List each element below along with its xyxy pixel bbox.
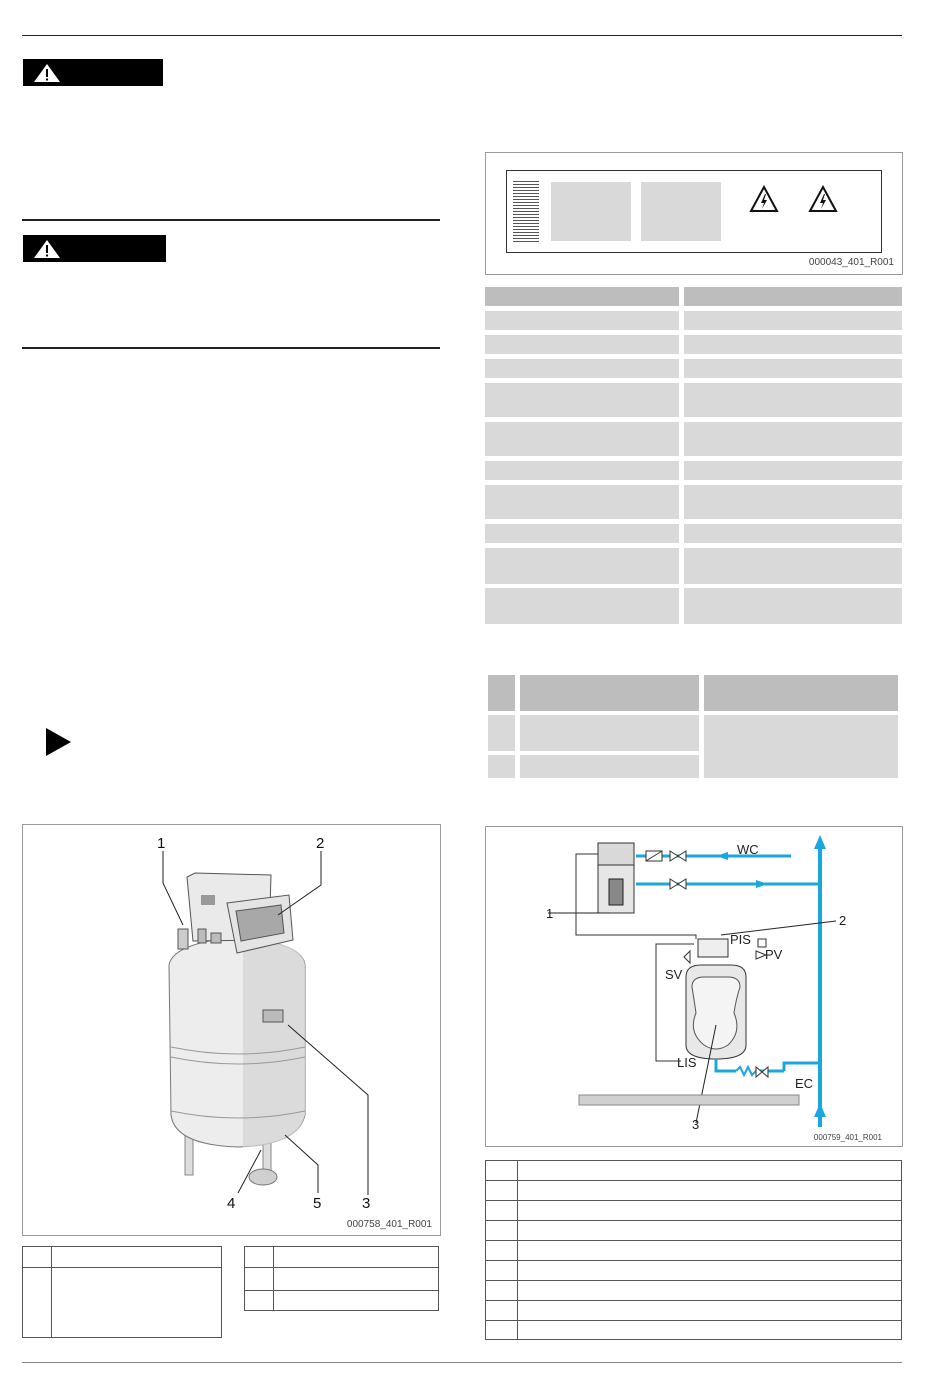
table-divider — [486, 1220, 902, 1221]
table-row — [684, 524, 902, 543]
table-row — [485, 524, 679, 543]
tank-illustration — [23, 825, 440, 1235]
table-row — [485, 548, 679, 584]
table-row — [684, 335, 902, 354]
table-divider — [273, 1247, 274, 1311]
high-voltage-icon — [749, 185, 779, 213]
table-header — [520, 675, 699, 711]
callout-3: 3 — [362, 1195, 371, 1212]
table-divider — [486, 1240, 902, 1241]
table-row — [520, 715, 699, 751]
plate-field — [641, 182, 721, 241]
table-header — [704, 675, 898, 711]
table-row — [488, 715, 515, 751]
callout-4: 4 — [227, 1195, 236, 1212]
table-row — [684, 461, 902, 480]
table-divider — [486, 1300, 902, 1301]
callout-3: 3 — [692, 1117, 700, 1132]
table-header — [485, 287, 679, 306]
hydraulic-schematic — [486, 827, 902, 1146]
table-header — [488, 675, 515, 711]
callout-1: 1 — [157, 835, 166, 852]
play-arrow-icon — [44, 727, 72, 757]
table-row — [485, 461, 679, 480]
figure-caption: 000043_401_R001 — [808, 257, 894, 268]
table-row — [485, 359, 679, 378]
barcode — [513, 181, 539, 243]
table-divider — [245, 1290, 439, 1291]
figure-caption: 000758_401_R001 — [346, 1219, 432, 1230]
footer-rule — [22, 1362, 902, 1363]
table-row — [684, 359, 902, 378]
table-divider — [245, 1267, 439, 1268]
table-row — [485, 335, 679, 354]
table-divider — [486, 1200, 902, 1201]
callout-5: 5 — [313, 1195, 322, 1212]
header-rule — [22, 35, 902, 36]
table-divider — [517, 1161, 518, 1340]
rating-plate-table — [485, 287, 902, 624]
warning-label — [23, 59, 163, 86]
table-row — [684, 383, 902, 417]
label-pv: PV — [765, 947, 783, 962]
table-row — [485, 311, 679, 330]
label-sv: SV — [665, 967, 683, 982]
table-row — [488, 755, 515, 778]
rating-plate — [506, 170, 882, 253]
label-wc: WC — [737, 842, 759, 857]
table-header — [684, 287, 902, 306]
section-rule — [22, 347, 440, 349]
high-voltage-icon — [808, 185, 838, 213]
table-row — [704, 715, 898, 778]
table-row — [684, 588, 902, 624]
table-divider — [486, 1320, 902, 1321]
legend-table — [244, 1246, 439, 1311]
label-pis: PIS — [730, 932, 751, 947]
table-row — [485, 485, 679, 519]
figure-caption: 000759_401_R001 — [813, 1133, 882, 1142]
table-divider — [486, 1260, 902, 1261]
schematic-figure — [485, 826, 903, 1147]
table-row — [485, 588, 679, 624]
tank-figure — [22, 824, 441, 1236]
callout-2: 2 — [839, 913, 847, 928]
warning-triangle-icon — [33, 239, 61, 259]
section-rule — [22, 219, 440, 221]
table-row — [684, 485, 902, 519]
table-row — [485, 383, 679, 417]
warning-label — [23, 235, 166, 262]
label-ec: EC — [795, 1076, 814, 1091]
table-row — [684, 548, 902, 584]
rating-plate-figure — [485, 152, 903, 275]
model-table — [488, 675, 898, 778]
table-row — [520, 755, 699, 778]
table-divider — [486, 1180, 902, 1181]
table-divider — [51, 1247, 52, 1338]
table-row — [485, 422, 679, 456]
table-divider — [486, 1280, 902, 1281]
label-lis: LIS — [677, 1055, 697, 1070]
plate-field — [551, 182, 631, 241]
legend-table — [485, 1160, 902, 1340]
legend-table — [22, 1246, 222, 1338]
callout-1: 1 — [546, 906, 554, 921]
table-row — [684, 422, 902, 456]
callout-2: 2 — [316, 835, 325, 852]
warning-triangle-icon — [33, 63, 61, 83]
table-divider — [23, 1267, 222, 1268]
table-row — [684, 311, 902, 330]
